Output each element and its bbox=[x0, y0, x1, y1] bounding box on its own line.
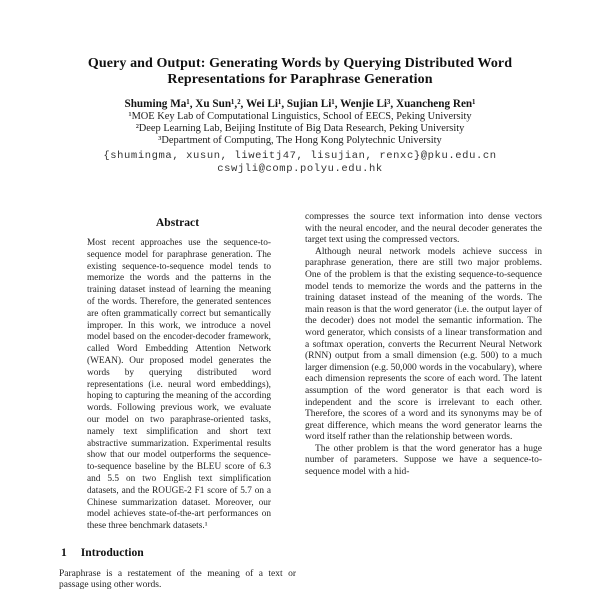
abstract-text: Most recent approaches use the sequence-to-sequence model for paraphrase generation. The existing sequence-to-sequence model tends to memorize the words and the patterns in the training dataset instead of learning the meaning of the words. Therefore, the generated sentences are often grammatically correct but semantically improper. In this work, we introduce a novel model based on the encoder-decoder framework, called Word Embedding Attention Network (WEAN). Our proposed model generates the words by querying distributed word representations (i.e. neural word embeddings), hoping to capturing the meaning of the according words. Following previous work, we evaluate our model on two paraphrase-oriented tasks, namely text simplification and short text abstractive summarization. Experimental results show that our model outperforms the sequence-to-sequence baseline by the BLEU score of 6.3 and 5.5 on two English text simplification datasets, and the ROUGE-2 F1 score of 5.7 on a Chinese summarization dataset. Moreover, our model achieves state-of-the-art performances on these three benchmark datasets.¹ bbox=[87, 238, 271, 532]
abstract-heading: Abstract bbox=[155, 216, 200, 229]
right-paragraph-1: compresses the source text information into dense vectors with the neural encoder, and the neural decoder generates the target text using the compressed vectors. bbox=[305, 212, 542, 246]
two-column-body bbox=[59, 212, 542, 592]
paper-title: Query and Output: Generating Words by Querying Distributed Word Representations for Paraphrase Generation bbox=[87, 56, 513, 87]
section-number: 1 bbox=[61, 545, 67, 559]
introduction-paragraph: Paraphrase is a restatement of the meaning of a text or passage using other words. bbox=[59, 568, 296, 591]
affiliation-2: ²Deep Learning Lab, Beijing Institute of Big Data Research, Peking University bbox=[135, 123, 465, 135]
title-block bbox=[0, 56, 600, 177]
section-title: Introduction bbox=[80, 545, 144, 559]
affiliation-1: ¹MOE Key Lab of Computational Linguistics, School of EECS, Peking University bbox=[128, 111, 472, 122]
left-column bbox=[59, 212, 296, 592]
authors-line: Shuming Ma¹, Xu Sun¹,², Wei Li¹, Sujian Li¹, Wenjie Li³, Xuancheng Ren¹ bbox=[124, 98, 476, 110]
email-line-polyu: cswjli@comp.polyu.edu.hk bbox=[217, 163, 383, 176]
emails-block bbox=[0, 150, 600, 177]
right-column bbox=[305, 212, 542, 592]
affiliation-3: ³Department of Computing, The Hong Kong Polytechnic University bbox=[158, 135, 442, 147]
introduction-heading bbox=[61, 546, 296, 559]
email-line-pku: {shumingma, xusun, liweitj47, lisujian, renxc}@pku.edu.cn bbox=[103, 149, 497, 162]
right-paragraph-2: Although neural network models achieve success in paraphrase generation, there are still two major problems. One of the problem is that the existing sequence-to-sequence model tends to memorize the words and the patterns in the training dataset instead of the meaning of the words. The main reason is that the word generator (i.e. the output layer of the decoder) does not model the semantic information. The word generator, which consists of a linear transformation and a softmax operation, converts the Recurrent Neural Network (RNN) output from a small dimension (e.g. 500) to a much larger dimension (e.g. 50,000 words in the vocabulary), where each dimension represents the score of each word. The latent assumption of the word generator is that each word is independent and the score is irrelevant to each other. Therefore, the scores of a word and its synonyms may be of great difference, which means the word generator learns the word itself rather than the relationship between words. bbox=[305, 246, 542, 443]
affiliations-block bbox=[0, 111, 600, 148]
right-paragraph-3: The other problem is that the word generator has a huge number of parameters. Suppose we have a sequence-to-sequence model with a hid- bbox=[305, 443, 542, 478]
